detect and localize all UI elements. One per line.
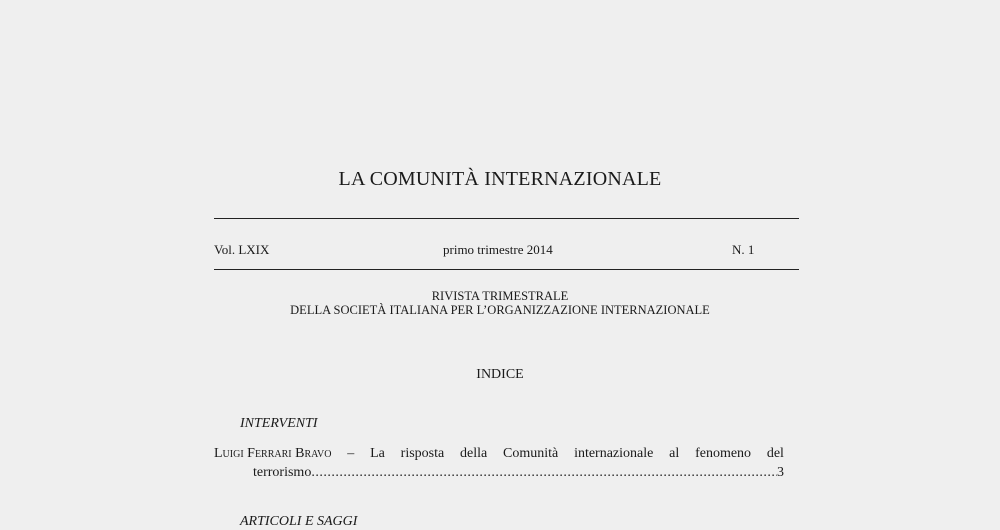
journal-subtitle	[0, 289, 1000, 317]
toc-entry-title-word: al	[669, 446, 680, 461]
toc-entry-title-word: La	[370, 446, 385, 461]
toc-entry-dash: –	[347, 446, 355, 461]
issue-number: N. 1	[732, 242, 755, 257]
toc-entry-title-word: internazionale	[574, 446, 654, 461]
index-heading: INDICE	[476, 367, 524, 382]
toc-entry-line-2	[214, 463, 784, 482]
volume-label: Vol. LXIX	[214, 242, 270, 257]
toc-entry-line-1	[214, 444, 784, 463]
toc-entry-author: Luigi Ferrari Bravo	[214, 446, 332, 461]
toc-entry-title-continued: terrorismo	[253, 465, 312, 480]
toc-entry-title-word: Comunità	[503, 446, 559, 461]
bottom-divider	[214, 269, 799, 270]
issue-period: primo trimestre 2014	[443, 242, 553, 257]
dot-leader	[311, 463, 777, 482]
section-label-articoli-e-saggi: ARTICOLI E SAGGI	[240, 514, 358, 529]
issue-info-row	[214, 242, 799, 260]
toc-entry[interactable]	[214, 444, 784, 482]
toc-entry-title-word: della	[460, 446, 488, 461]
section-label-interventi: INTERVENTI	[240, 416, 318, 431]
toc-entry-title-word: risposta	[400, 446, 445, 461]
subtitle-line-2: DELLA SOCIETÀ ITALIANA PER L’ORGANIZZAZIONE INTERNAZIONALE	[290, 303, 710, 317]
journal-title: LA COMUNITÀ INTERNAZIONALE	[338, 168, 662, 190]
top-divider	[214, 218, 799, 219]
subtitle-line-1: RIVISTA TRIMESTRALE	[431, 289, 569, 303]
toc-entry-page: 3	[777, 465, 784, 480]
toc-entry-title-word: del	[766, 446, 784, 461]
toc-entry-title-word: fenomeno	[695, 446, 752, 461]
